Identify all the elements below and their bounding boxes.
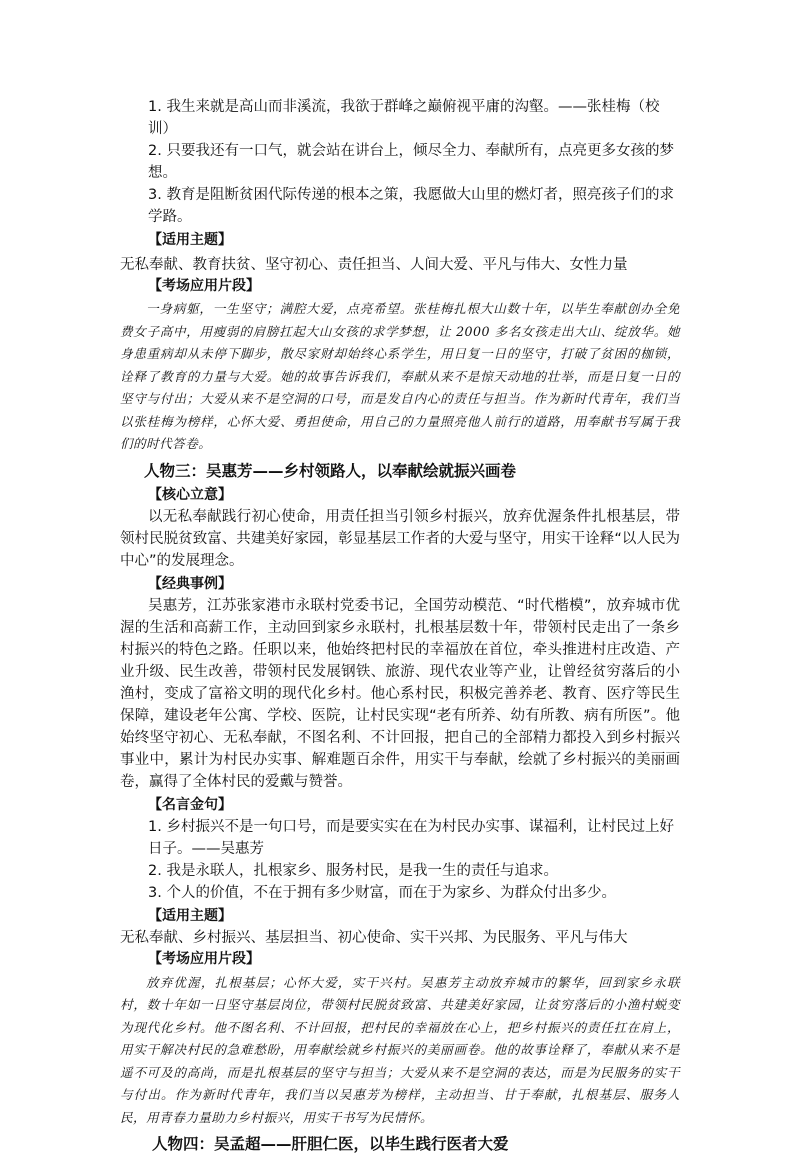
core-paragraph: 以无私奉献践行初心使命，用责任担当引领乡村振兴，放弃优渥条件扎根基层，带领村民脱贫致富、共建美好家园，彰显基层工作者的大爱与坚守，用实干诠释“以人民为中心”的发展理念。 [120, 508, 680, 569]
case-heading: 【 经典事例 】 [120, 574, 680, 595]
quote-2: 2. 只要我还有一口气，就会站在讲台上，倾尽全力、奉献所有，点亮更多女孩的梦想。 [148, 143, 674, 181]
themes-text-3: 无私奉献、乡村振兴、基层担当、初心使命、实干兴邦、为民服务、平凡与伟大 [120, 929, 628, 946]
themes-heading: 【 适用主题 】 [120, 230, 680, 251]
exam-heading-3: 【 考场应用片段 】 [120, 949, 680, 970]
exam-heading: 【 考场应用片段 】 [120, 276, 680, 297]
core-heading: 【 核心立意 】 [120, 485, 680, 506]
quote-3-3: 3. 个人的价值，不在于拥有多少财富，而在于为家乡、为群众付出多少。 [148, 884, 616, 901]
section-3-title: 人物三：吴惠芳——乡村领路人，以奉献绘就振兴画卷 [144, 461, 517, 480]
quotes-heading: 【 名言金句 】 [120, 795, 680, 816]
section-4-title: 人物四：吴孟超——肝胆仁医，以毕生践行医者大爱 [152, 1135, 509, 1153]
quote-3: 3. 教育是阻断贫困代际传递的根本之策，我愿做大山里的燃灯者，照亮孩子们的求学路。 [148, 187, 674, 225]
quote-3-2: 2. 我是永联人，扎根家乡、服务村民，是我一生的责任与追求。 [148, 862, 558, 879]
themes-text: 无私奉献、教育扶贫、坚守初心、责任担当、人间大爱、平凡与伟大、女性力量 [120, 257, 628, 273]
section-2-content [120, 96, 680, 1156]
quote-3-1: 1. 乡村振兴不是一句口号，而是要实实在在为村民办实事、谋福利，让村民过上好日子。——吴惠芳 [148, 818, 674, 857]
quote-1: 1. 我生来就是高山而非溪流，我欲于群峰之巅俯视平庸的沟壑。——张桂梅（校训） [148, 99, 660, 137]
themes-heading-3: 【 适用主题 】 [120, 906, 680, 927]
exam-paragraph-3: 放弃优渥，扎根基层；心怀大爱，实干兴村。吴惠芳主动放弃城市的繁华，回到家乡永联村，数十年如一日坚守基层岗位，带领村民脱贫致富、共建美好家园，让贫穷落后的小渔村蜕变为现代化乡村。他不图名利、不计回报，把村民的幸福放在心上，把乡村振兴的责任扛在肩上，用实干解决村民的急难愁盼，用奉献绘就乡村振兴的美丽画卷。他的故事诠释了，奉献从来不是遥不可及的高尚，而是扎根基层的坚守与担当；大爱从来不是空洞的表达，而是为民服务的实干与付出。作为新时代青年，我们当以吴惠芳为榜样，主动担当、甘于奉献，扎根基层、服务人民，用青春力量助力乡村振兴，用实干书写为民情怀。 [120, 974, 680, 1125]
exam-paragraph: 一身病躯，一生坚守；满腔大爱，点亮希望。张桂梅扎根大山数十年，以毕生奉献创办全免费女子高中，用瘦弱的肩膀扛起大山女孩的求学梦想，让 2000 多名女孩走出大山、绽放华。她身患重病却从未停下脚步，散尽家财却始终心系学生，用日复一日的坚守，打破了贫困的枷锁，诠释了教育的力量与大爱。她的故事告诉我们，奉献从来不是惊天动地的壮举，而是日复一日的坚守与付出；大爱从来不是空洞的口号，而是发自内心的责任与担当。作为新时代青年，我们当以张桂梅为榜样，心怀大爱、勇担使命，用自己的力量照亮他人前行的道路，用奉献书写属于我们的时代答卷。 [120, 301, 680, 451]
case-paragraph: 吴惠芳，江苏张家港市永联村党委书记，全国劳动模范、“时代楷模”，放弃城市优渥的生活和高薪工作，主动回到家乡永联村，扎根基层数十年，带领村民走出了一条乡村振兴的特色之路。任职以来，他始终把村民的幸福放在首位，牵头推进村庄改造、产业升级、民生改善，带领村民发展钢铁、旅游、现代农业等产业，让曾经贫穷落后的小渔村，变成了富裕文明的现代化乡村。他心系村民，积极完善养老、教育、医疗等民生保障，建设老年公寓、学校、医院，让村民实现“老有所养、幼有所教、病有所医”。他始终坚守初心、无私奉献，不图名利、不计回报，把自己的全部精力都投入到乡村振兴事业中，累计为村民办实事、解难题百余件，用实干与奉献，绘就了乡村振兴的美丽画卷，赢得了全体村民的爱戴与赞誉。 [120, 597, 680, 790]
